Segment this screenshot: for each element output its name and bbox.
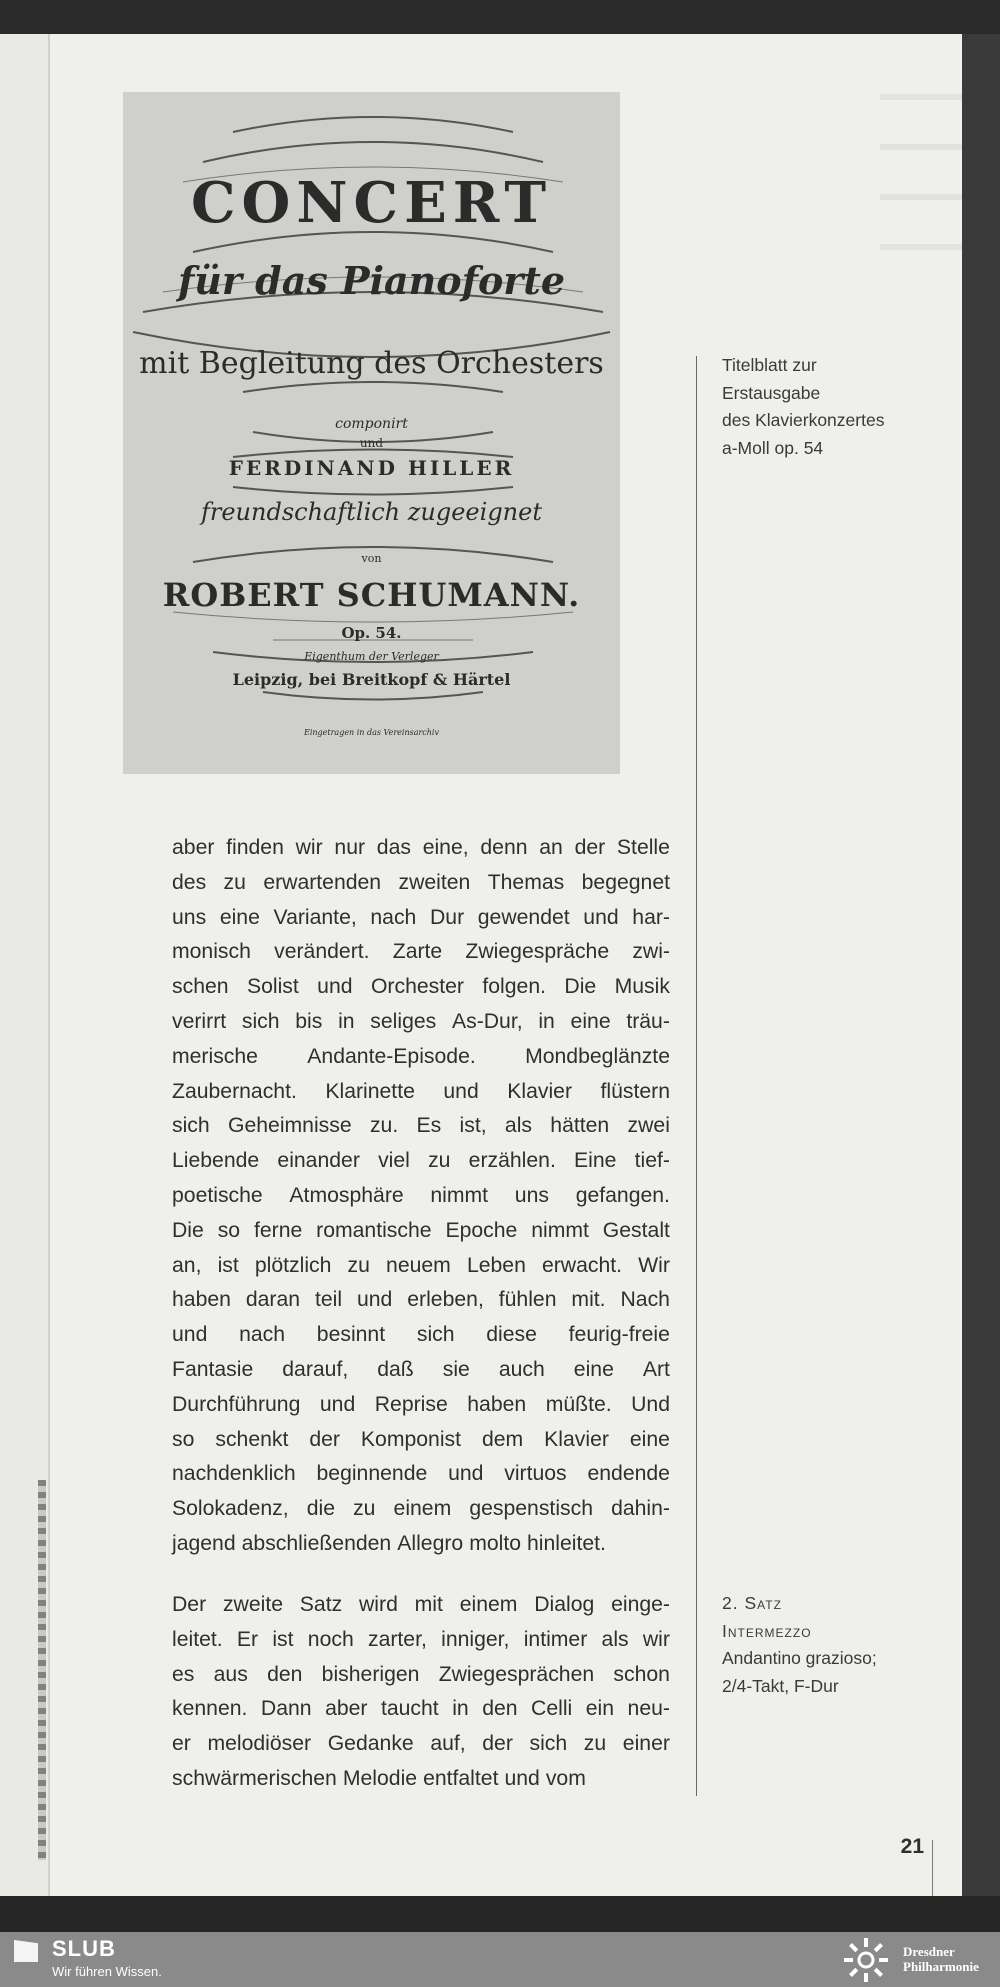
movement-number: 2. Satz bbox=[722, 1593, 782, 1613]
word: auch bbox=[498, 1357, 545, 1381]
word: nach bbox=[239, 1323, 286, 1347]
title-concert: CONCERT bbox=[190, 170, 553, 236]
word: der bbox=[574, 836, 606, 859]
word: zu bbox=[583, 1732, 607, 1756]
body-paragraph-2 bbox=[172, 1588, 670, 1797]
word: mit bbox=[414, 1593, 443, 1616]
title-componirt: componirt bbox=[335, 416, 408, 432]
caption-line: Titelblatt zur bbox=[722, 355, 817, 375]
word: erzählen. bbox=[468, 1149, 556, 1173]
word: eine bbox=[629, 1427, 670, 1451]
word: begegnet bbox=[581, 870, 670, 894]
word: dem bbox=[481, 1427, 524, 1451]
word: träu- bbox=[626, 1009, 670, 1033]
word: und bbox=[317, 975, 353, 999]
word: den bbox=[482, 1697, 518, 1721]
word: an bbox=[539, 836, 563, 859]
word: und bbox=[583, 905, 619, 929]
word: eine bbox=[219, 905, 260, 929]
library-name[interactable]: SLUB bbox=[52, 1936, 116, 1961]
word: jagend bbox=[172, 1531, 236, 1555]
viewer-footer bbox=[0, 1932, 1000, 1987]
word: sich bbox=[416, 1323, 455, 1347]
word: wir bbox=[642, 1627, 670, 1651]
word: Liebende bbox=[172, 1149, 260, 1173]
caption-line: des Klavierkonzertes bbox=[722, 410, 885, 430]
word: in bbox=[452, 1697, 469, 1721]
word: Zarte bbox=[392, 940, 443, 964]
word: einander bbox=[277, 1149, 360, 1173]
word: und bbox=[319, 1392, 356, 1416]
column-divider bbox=[696, 356, 697, 1796]
page-number: 21 bbox=[900, 1835, 924, 1858]
word: haben bbox=[172, 1288, 231, 1312]
word: Zwiegesprächen bbox=[438, 1662, 595, 1686]
word: endende bbox=[587, 1462, 670, 1486]
word: poetische bbox=[172, 1183, 263, 1207]
word: einem bbox=[459, 1593, 518, 1616]
word: darauf, bbox=[282, 1357, 349, 1381]
word: denn bbox=[480, 836, 528, 859]
text-line bbox=[172, 866, 670, 901]
text-line bbox=[172, 1588, 670, 1623]
title-composer: ROBERT SCHUMANN. bbox=[162, 576, 581, 614]
title-publisher: Leipzig, bei Breitkopf & Härtel bbox=[232, 670, 511, 689]
word: plötzlich bbox=[254, 1253, 332, 1277]
word: ist bbox=[217, 1253, 239, 1277]
word: Dur bbox=[429, 905, 465, 929]
word: bis bbox=[295, 1009, 323, 1033]
partner-name-line-1: Dresdner bbox=[903, 1944, 955, 1959]
word: Eine bbox=[574, 1149, 617, 1173]
text-line bbox=[172, 831, 670, 866]
word: der bbox=[482, 1732, 513, 1756]
image-caption bbox=[722, 352, 972, 462]
word: Stelle bbox=[616, 836, 670, 859]
word: Melodie bbox=[342, 1766, 418, 1790]
movement-label bbox=[722, 1590, 972, 1700]
word: leitet. bbox=[172, 1627, 223, 1651]
text-line bbox=[172, 1005, 670, 1040]
word: zu bbox=[428, 1149, 451, 1173]
word: feurig-freie bbox=[568, 1323, 670, 1347]
text-line bbox=[172, 1692, 670, 1727]
word: ein bbox=[585, 1697, 615, 1721]
word: intimer bbox=[523, 1627, 588, 1651]
word: und bbox=[448, 1462, 484, 1486]
word: Leben bbox=[466, 1253, 526, 1277]
text-line bbox=[172, 1527, 670, 1562]
word: daran bbox=[245, 1288, 301, 1312]
word: gespenstisch bbox=[469, 1497, 593, 1521]
title-mit-begleitung: mit Begleitung des Orchesters bbox=[139, 346, 604, 381]
word: auf, bbox=[430, 1732, 466, 1756]
body-paragraph-1 bbox=[172, 831, 670, 1562]
word: Klavier bbox=[544, 1427, 609, 1451]
word: Und bbox=[631, 1392, 670, 1416]
text-line bbox=[172, 1388, 670, 1423]
word: zu bbox=[353, 1497, 376, 1521]
word: mit. bbox=[571, 1288, 606, 1312]
word: finden bbox=[226, 836, 284, 859]
word: beginnende bbox=[316, 1462, 428, 1486]
text-line bbox=[172, 1762, 670, 1797]
text-line bbox=[172, 1144, 670, 1179]
word: einge- bbox=[611, 1593, 670, 1616]
word: Wir bbox=[638, 1253, 670, 1277]
word: Nach bbox=[620, 1288, 670, 1312]
word: zarter, bbox=[367, 1627, 427, 1651]
brochure-page bbox=[50, 34, 962, 1896]
word: Die bbox=[564, 975, 597, 999]
text-line bbox=[172, 935, 670, 970]
word: Der bbox=[172, 1593, 207, 1616]
word: Fantasie bbox=[172, 1357, 254, 1381]
word: flüstern bbox=[600, 1079, 670, 1103]
word: abschließenden bbox=[241, 1531, 392, 1555]
word: Zaubernacht. bbox=[172, 1079, 297, 1103]
word: zu bbox=[223, 870, 246, 894]
word: Orchester bbox=[370, 975, 464, 999]
word: Art bbox=[642, 1357, 670, 1381]
word: und bbox=[356, 1288, 393, 1312]
word: hinleitet. bbox=[527, 1531, 606, 1555]
word: schen bbox=[172, 975, 229, 999]
word: zu. bbox=[369, 1114, 399, 1138]
word: fühlen bbox=[498, 1288, 557, 1312]
text-line bbox=[172, 1283, 670, 1318]
word: die bbox=[306, 1497, 335, 1521]
word: ist bbox=[272, 1627, 294, 1651]
word: sie bbox=[442, 1357, 470, 1381]
word: Die bbox=[172, 1218, 204, 1242]
text-line bbox=[172, 1353, 670, 1388]
word: dahin- bbox=[611, 1497, 670, 1521]
word: es bbox=[172, 1662, 195, 1686]
partner-name bbox=[903, 1944, 979, 1974]
word: entfaltet bbox=[423, 1766, 499, 1790]
word: sich bbox=[529, 1732, 568, 1756]
word: so bbox=[217, 1218, 241, 1242]
word: melodiöser bbox=[207, 1732, 312, 1756]
word: Variante, bbox=[273, 905, 357, 929]
word: wir bbox=[295, 836, 323, 859]
title-fuer-pianoforte: für das Pianoforte bbox=[177, 258, 566, 303]
word: zwi- bbox=[632, 940, 670, 964]
word: haben bbox=[467, 1392, 527, 1416]
movement-title: Intermezzo bbox=[722, 1620, 812, 1641]
word: romantische bbox=[316, 1218, 432, 1242]
word: Geheimnisse bbox=[227, 1114, 352, 1138]
title-eingetragen: Eingetragen in das Vereinsarchiv bbox=[303, 728, 439, 737]
word: schwärmerischen bbox=[172, 1766, 337, 1790]
word: als bbox=[504, 1114, 532, 1138]
title-von: von bbox=[361, 552, 382, 565]
word: schon bbox=[613, 1662, 670, 1686]
word: Mondbeglänzte bbox=[525, 1044, 670, 1068]
text-line bbox=[172, 1075, 670, 1110]
caption-line: Erstausgabe bbox=[722, 382, 821, 403]
word: aus bbox=[213, 1662, 248, 1686]
word: teil bbox=[314, 1288, 343, 1312]
word: merische bbox=[172, 1044, 258, 1068]
text-line bbox=[172, 1214, 670, 1249]
word: erwartenden bbox=[263, 870, 382, 894]
word: har- bbox=[632, 905, 670, 929]
word: den bbox=[267, 1662, 303, 1686]
text-line bbox=[172, 1492, 670, 1527]
word: uns bbox=[172, 905, 207, 929]
text-line bbox=[172, 1109, 670, 1144]
word: einem bbox=[393, 1497, 452, 1521]
word: gefangen. bbox=[575, 1183, 670, 1207]
scan-background-top bbox=[0, 0, 1000, 34]
word: tief- bbox=[634, 1149, 670, 1173]
word: diese bbox=[486, 1323, 537, 1347]
word: viel bbox=[378, 1149, 410, 1173]
word: besinnt bbox=[316, 1323, 386, 1347]
word: Er bbox=[236, 1627, 259, 1651]
word: folgen. bbox=[482, 975, 546, 999]
word: virtuos bbox=[504, 1462, 567, 1486]
word: und bbox=[504, 1766, 540, 1790]
word: in bbox=[538, 1009, 555, 1033]
word: Epoche bbox=[445, 1218, 518, 1242]
word: erwacht. bbox=[541, 1253, 623, 1277]
text-line bbox=[172, 1658, 670, 1693]
word: As-Dur, bbox=[451, 1009, 523, 1033]
word: Musik bbox=[614, 975, 670, 999]
word: eine, bbox=[422, 836, 469, 859]
word: zweite bbox=[222, 1593, 283, 1616]
word: Klarinette bbox=[325, 1079, 415, 1103]
word: uns bbox=[514, 1183, 549, 1207]
word: sich bbox=[241, 1009, 280, 1033]
word: Gedanke bbox=[327, 1732, 414, 1756]
word: gewendet bbox=[477, 905, 570, 929]
text-line bbox=[172, 1249, 670, 1284]
philharmonie-logo-icon[interactable] bbox=[843, 1937, 889, 1983]
word: Celli bbox=[531, 1697, 573, 1721]
word: Komponist bbox=[360, 1427, 462, 1451]
title-opus: Op. 54. bbox=[341, 624, 402, 642]
word: ist, bbox=[459, 1114, 487, 1138]
word: Reprise bbox=[374, 1392, 448, 1416]
word: Zwiegespräche bbox=[465, 940, 610, 964]
word: Gestalt bbox=[602, 1218, 670, 1242]
word: müßte. bbox=[545, 1392, 612, 1416]
word: Dialog bbox=[534, 1593, 595, 1616]
text-line bbox=[172, 970, 670, 1005]
text-line bbox=[172, 1457, 670, 1492]
word: wird bbox=[359, 1593, 398, 1616]
word: schenkt bbox=[215, 1427, 289, 1451]
movement-tempo: Andantino grazioso; bbox=[722, 1648, 877, 1668]
word: zweiten bbox=[398, 870, 471, 894]
word: Atmosphäre bbox=[289, 1183, 404, 1207]
partner-name-line-2: Philharmonie bbox=[903, 1959, 979, 1974]
word: monisch bbox=[172, 940, 251, 964]
word: nimmt bbox=[430, 1183, 489, 1207]
word: kennen. bbox=[172, 1697, 248, 1721]
movement-meter: 2/4-Takt, F-Dur bbox=[722, 1675, 839, 1696]
word: Solokadenz, bbox=[172, 1497, 289, 1521]
word: bisherigen bbox=[321, 1662, 420, 1686]
word: eine bbox=[570, 1009, 611, 1033]
word: hätten bbox=[550, 1114, 610, 1138]
word: aber bbox=[172, 836, 215, 859]
scan-background-right bbox=[962, 34, 1000, 1896]
text-line bbox=[172, 1727, 670, 1762]
slub-book-icon bbox=[14, 1940, 38, 1962]
word: und bbox=[443, 1079, 479, 1103]
text-line bbox=[172, 901, 670, 936]
word: inniger, bbox=[441, 1627, 510, 1651]
word: daß bbox=[377, 1357, 414, 1381]
word: als bbox=[601, 1627, 629, 1651]
title-dedicatee: FERDINAND HILLER bbox=[228, 456, 515, 480]
word: verändert. bbox=[274, 940, 370, 964]
word: zu bbox=[347, 1253, 370, 1277]
word: seliges bbox=[370, 1009, 437, 1033]
title-dedication: freundschaftlich zugeeignet bbox=[201, 498, 542, 526]
word: erleben, bbox=[407, 1288, 484, 1312]
word: an, bbox=[172, 1253, 202, 1277]
spine-shadow bbox=[38, 1480, 46, 1860]
word: zwei bbox=[627, 1114, 670, 1138]
word: verirrt bbox=[172, 1009, 227, 1033]
word: Andante-Episode. bbox=[307, 1044, 476, 1068]
word: des bbox=[172, 870, 207, 894]
word: ferne bbox=[253, 1218, 303, 1242]
word: und bbox=[172, 1323, 208, 1347]
word: taucht bbox=[380, 1697, 439, 1721]
word: das bbox=[376, 836, 411, 859]
word: aber bbox=[325, 1697, 368, 1721]
word: so bbox=[172, 1427, 195, 1451]
word: nur bbox=[334, 836, 366, 859]
word: Allegro bbox=[397, 1531, 464, 1555]
text-line bbox=[172, 1040, 670, 1075]
word: Solist bbox=[246, 975, 299, 999]
word: Satz bbox=[299, 1593, 343, 1616]
word: nachdenklich bbox=[172, 1462, 296, 1486]
word: einer bbox=[622, 1732, 670, 1756]
word: Themas bbox=[487, 870, 565, 894]
word: neu- bbox=[627, 1697, 670, 1721]
text-line bbox=[172, 1318, 670, 1353]
word: nimmt bbox=[531, 1218, 589, 1242]
title-page-image bbox=[123, 92, 620, 774]
text-line bbox=[172, 1179, 670, 1214]
title-eigenthum: Eigenthum der Verleger bbox=[304, 650, 439, 663]
word: vom bbox=[545, 1766, 586, 1790]
word: Dann bbox=[260, 1697, 312, 1721]
caption-line: a-Moll op. 54 bbox=[722, 437, 824, 458]
word: in bbox=[338, 1009, 355, 1033]
word: Es bbox=[416, 1114, 442, 1138]
word: Durchführung bbox=[172, 1392, 301, 1416]
word: noch bbox=[307, 1627, 354, 1651]
word: molto bbox=[469, 1531, 521, 1555]
text-line bbox=[172, 1423, 670, 1458]
word: neuem bbox=[386, 1253, 451, 1277]
library-tagline: Wir führen Wissen. bbox=[52, 1964, 162, 1979]
word: Klavier bbox=[507, 1079, 572, 1103]
word: der bbox=[309, 1427, 340, 1451]
scan-background-bottom bbox=[0, 1896, 1000, 1932]
word: eine bbox=[573, 1357, 614, 1381]
word: er bbox=[172, 1732, 191, 1756]
word: nach bbox=[370, 905, 417, 929]
text-line bbox=[172, 1623, 670, 1658]
title-und: und bbox=[359, 436, 384, 450]
word: sich bbox=[172, 1114, 210, 1138]
